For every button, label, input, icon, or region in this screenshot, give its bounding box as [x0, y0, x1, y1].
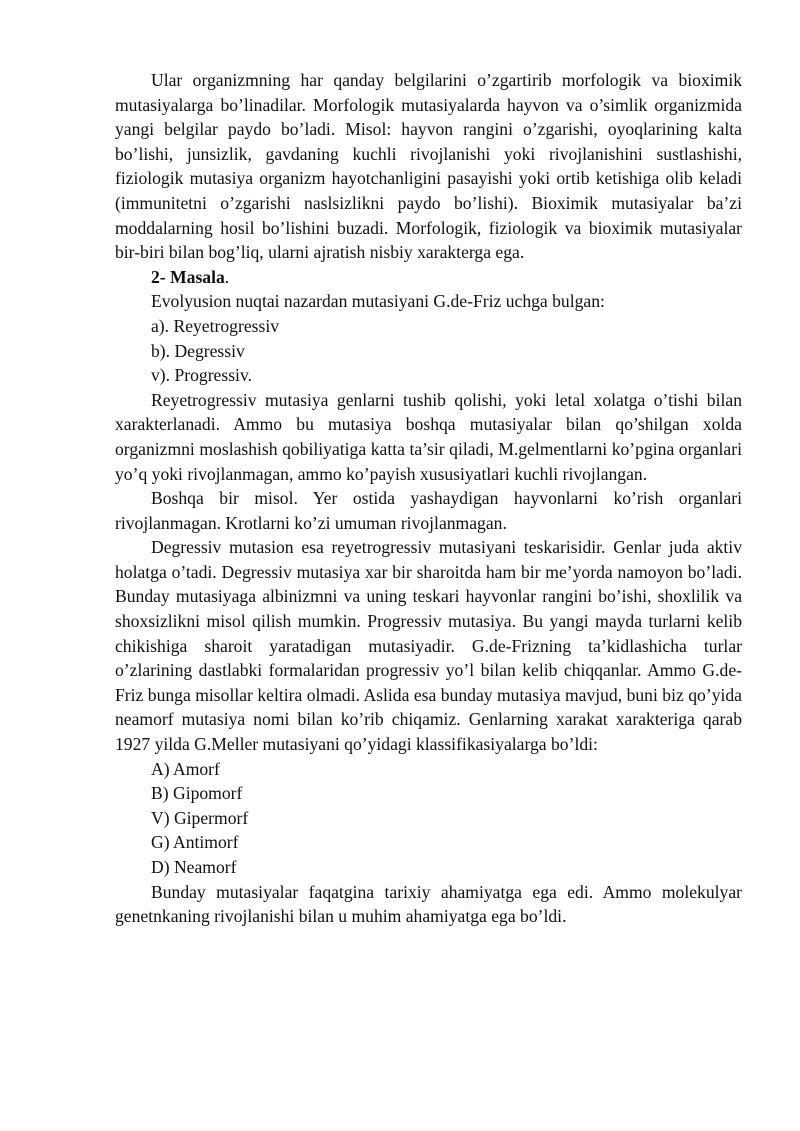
list-item-neamorf: D) Neamorf: [151, 857, 237, 877]
section-heading-period: .: [224, 266, 230, 287]
paragraph-reyetrogressiv: Reyetrogressiv mutasiya genlarni tushib qolishi, yoki letal xolatga o’tishi bilan xarakterlanadi. Ammo bu mutasiya boshqa mutasiyalar bilan qo’shilgan xolda organizmni moslashish qobiliyatiga katta ta’sir qiladi, M.gelmentlarni ko’pgina organlari yo’q yoki rivojlanmagan, ammo ko’payish xususiyatlari kuchli rivojlangan.: [115, 389, 742, 484]
paragraph-example: Boshqa bir misol. Yer ostida yashaydigan hayvonlarni ko’rish organlari rivojlanmagan. Krotlarni ko’zi umuman rivojlanmagan.: [115, 488, 742, 533]
list-item-degressiv: b). Degressiv: [151, 340, 245, 361]
paragraph-degressiv: Degressiv mutasion esa reyetrogressiv mutasiyani teskarisidir. Genlar juda aktiv holatga o’tadi. Degressiv mutasiya xar bir sharoitda ham bir me’yorda namoyon bo’ladi. Bunday mutasiyaga albinizmni va uning teskari hayvonlar rangini bo’ishi, shoxlilik va shoxsizlikni misol qilish mumkin. Progressiv mutasiya. Bu yangi mayda turlarni kelib chikishiga sharoit yaratadigan mutasiyadir. G.de-Frizning ta’kidlashicha turlar o’zlarining dastlabki formalaridan progressiv yo’l bilan kelib chiqqanlar. Ammo G.de-Friz bunga misollar keltira olmadi. Aslida esa bunday mutasiya mavjud, buni biz qo’yida neamorf mutasiya nomi bilan ko’rib chiqamiz. Genlarning xarakat xarakteriga qarab 1927 yilda G.Meller mutasiyani qo’yidagi klassifikasiyalarga bo’ldi:: [115, 537, 742, 755]
list-item-reyetrogressiv: a). Reyetrogressiv: [151, 315, 280, 336]
list-item-antimorf: G) Antimorf: [151, 832, 239, 853]
list-item-gipomorf: B) Gipomorf: [151, 783, 243, 804]
paragraph-mutation-types: Ular organizmning har qanday belgilarini o’zgartirib morfologik va bioximik mutasiyalarga bo’linadilar. Morfologik mutasiyalarda hayvon va o’simlik organizmida yangi belgilar paydo bo’ladi. Misol: hayvon rangini o’zgarishi, oyoqlarining kalta bo’lishi, junsizlik, gavdaning kuchli rivojlanishi yoki rivojlanishini sustlashishi, fiziologik mutasiya organizm hayotchanligini pasayishi yoki ortib ketishiga olib keladi (immunitetni o’zgarishi naslsizlikni paydo bo’lishi). Bioximik mutasiyalar ba’zi moddalarning hosil bo’lishini buzadi. Morfologik, fiziologik va bioximik mutasiyalar bir-biri bilan bog’liq, ularni ajratish nisbiy xarakterga ega.: [115, 70, 742, 263]
intro-line: Evolyusion nuqtai nazardan mutasiyani G.de-Friz uchga bulgan:: [151, 291, 605, 312]
section-heading-label: 2- Masala: [151, 266, 225, 287]
list-item-progressiv: v). Progressiv.: [151, 365, 252, 386]
paragraph-conclusion: Bunday mutasiyalar faqatgina tarixiy ahamiyatga ega edi. Ammo molekulyar genetnkaning rivojlanishi bilan u muhim ahamiyatga ega bo’ldi.: [115, 881, 742, 927]
section-heading: [115, 265, 742, 290]
list-item-gipermorf: V) Gipermorf: [151, 807, 249, 828]
list-item-amorf: A) Amorf: [151, 758, 220, 779]
